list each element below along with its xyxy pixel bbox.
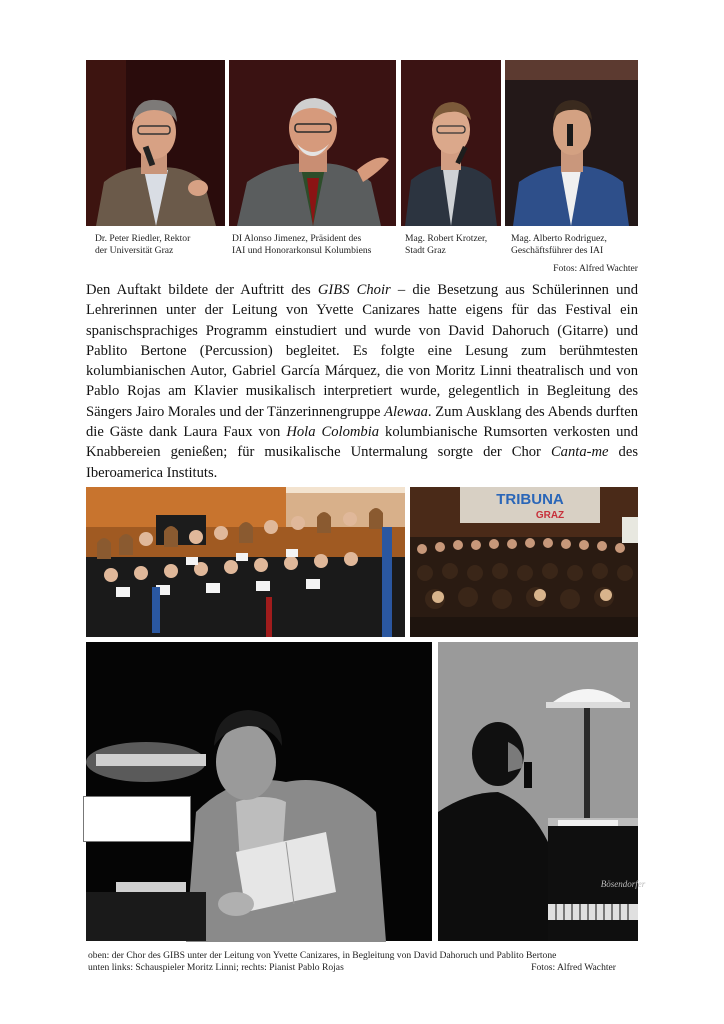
- photo-choir: [86, 487, 405, 637]
- photo-reader-moritz-linni: [86, 642, 432, 941]
- caption-alberto-rodriguez: Mag. Alberto Rodriguez, Geschäftsführer des IAI: [511, 233, 607, 256]
- photo-robert-krotzer: [401, 60, 501, 226]
- photo-alberto-rodriguez: [505, 60, 638, 226]
- photo-credit-bottom: Fotos: Alfred Wachter: [531, 962, 616, 973]
- blank-box: [83, 796, 191, 842]
- photo-peter-riedler: [86, 60, 225, 226]
- caption-peter-riedler: Dr. Peter Riedler, Rektor der Universität Graz: [95, 233, 191, 256]
- caption-bottom-line1: oben: der Chor des GIBS unter der Leitung von Yvette Canizares, in Begleitung von David Dahoruch und Pablito Bertone: [88, 950, 557, 961]
- photo-credit-top: Fotos: Alfred Wachter: [553, 263, 638, 274]
- caption-robert-krotzer: Mag. Robert Krotzer, Stadt Graz: [405, 233, 488, 256]
- svg-text:Bösendorfer: Bösendorfer: [600, 879, 646, 889]
- photo-alonso-jimenez: [229, 60, 396, 226]
- svg-text:TRIBUNA: TRIBUNA: [496, 491, 564, 508]
- caption-bottom-line2: unten links: Schauspieler Moritz Linni; rechts: Pianist Pablo Rojas: [88, 962, 344, 973]
- svg-text:GRAZ: GRAZ: [535, 510, 565, 521]
- photo-audience: [410, 487, 638, 637]
- photo-pianist-pablo-rojas: [438, 642, 646, 941]
- article-paragraph: Den Auftakt bildete der Auftritt des GIBS Choir – die Besetzung aus Schülerinnen und Lehrerinnen unter der Leitung von Yvette Canizares hatte eigens für das Festival ein spanischsprachiges Programm einstudiert und wurde von David Dahoruch (Gitarre) und Pablito Bertone (Percussion) begleitet. Es folgte eine Lesung zum berühmtesten kolumbianischen Autor, Gabriel García Márquez, die von Moritz Linni theatralisch und von Pablo Rojas am Klavier musikalisch interpretiert wurde, gelegentlich in Begleitung des Sängers Jairo Morales und der Tänzerinnengruppe Alewaa. Zum Ausklang des Abends durften die Gäste dank Laura Faux von Hola Colombia kolumbianische Rumsorten verkosten und Knabbereien genießen; für musikalische Untermalung sorgte der Chor Canta-me des Iberoamerica Instituts.: [86, 282, 639, 481]
- caption-alonso-jimenez: DI Alonso Jimenez, Präsident des IAI und Honorarkonsul Kolumbiens: [232, 233, 372, 256]
